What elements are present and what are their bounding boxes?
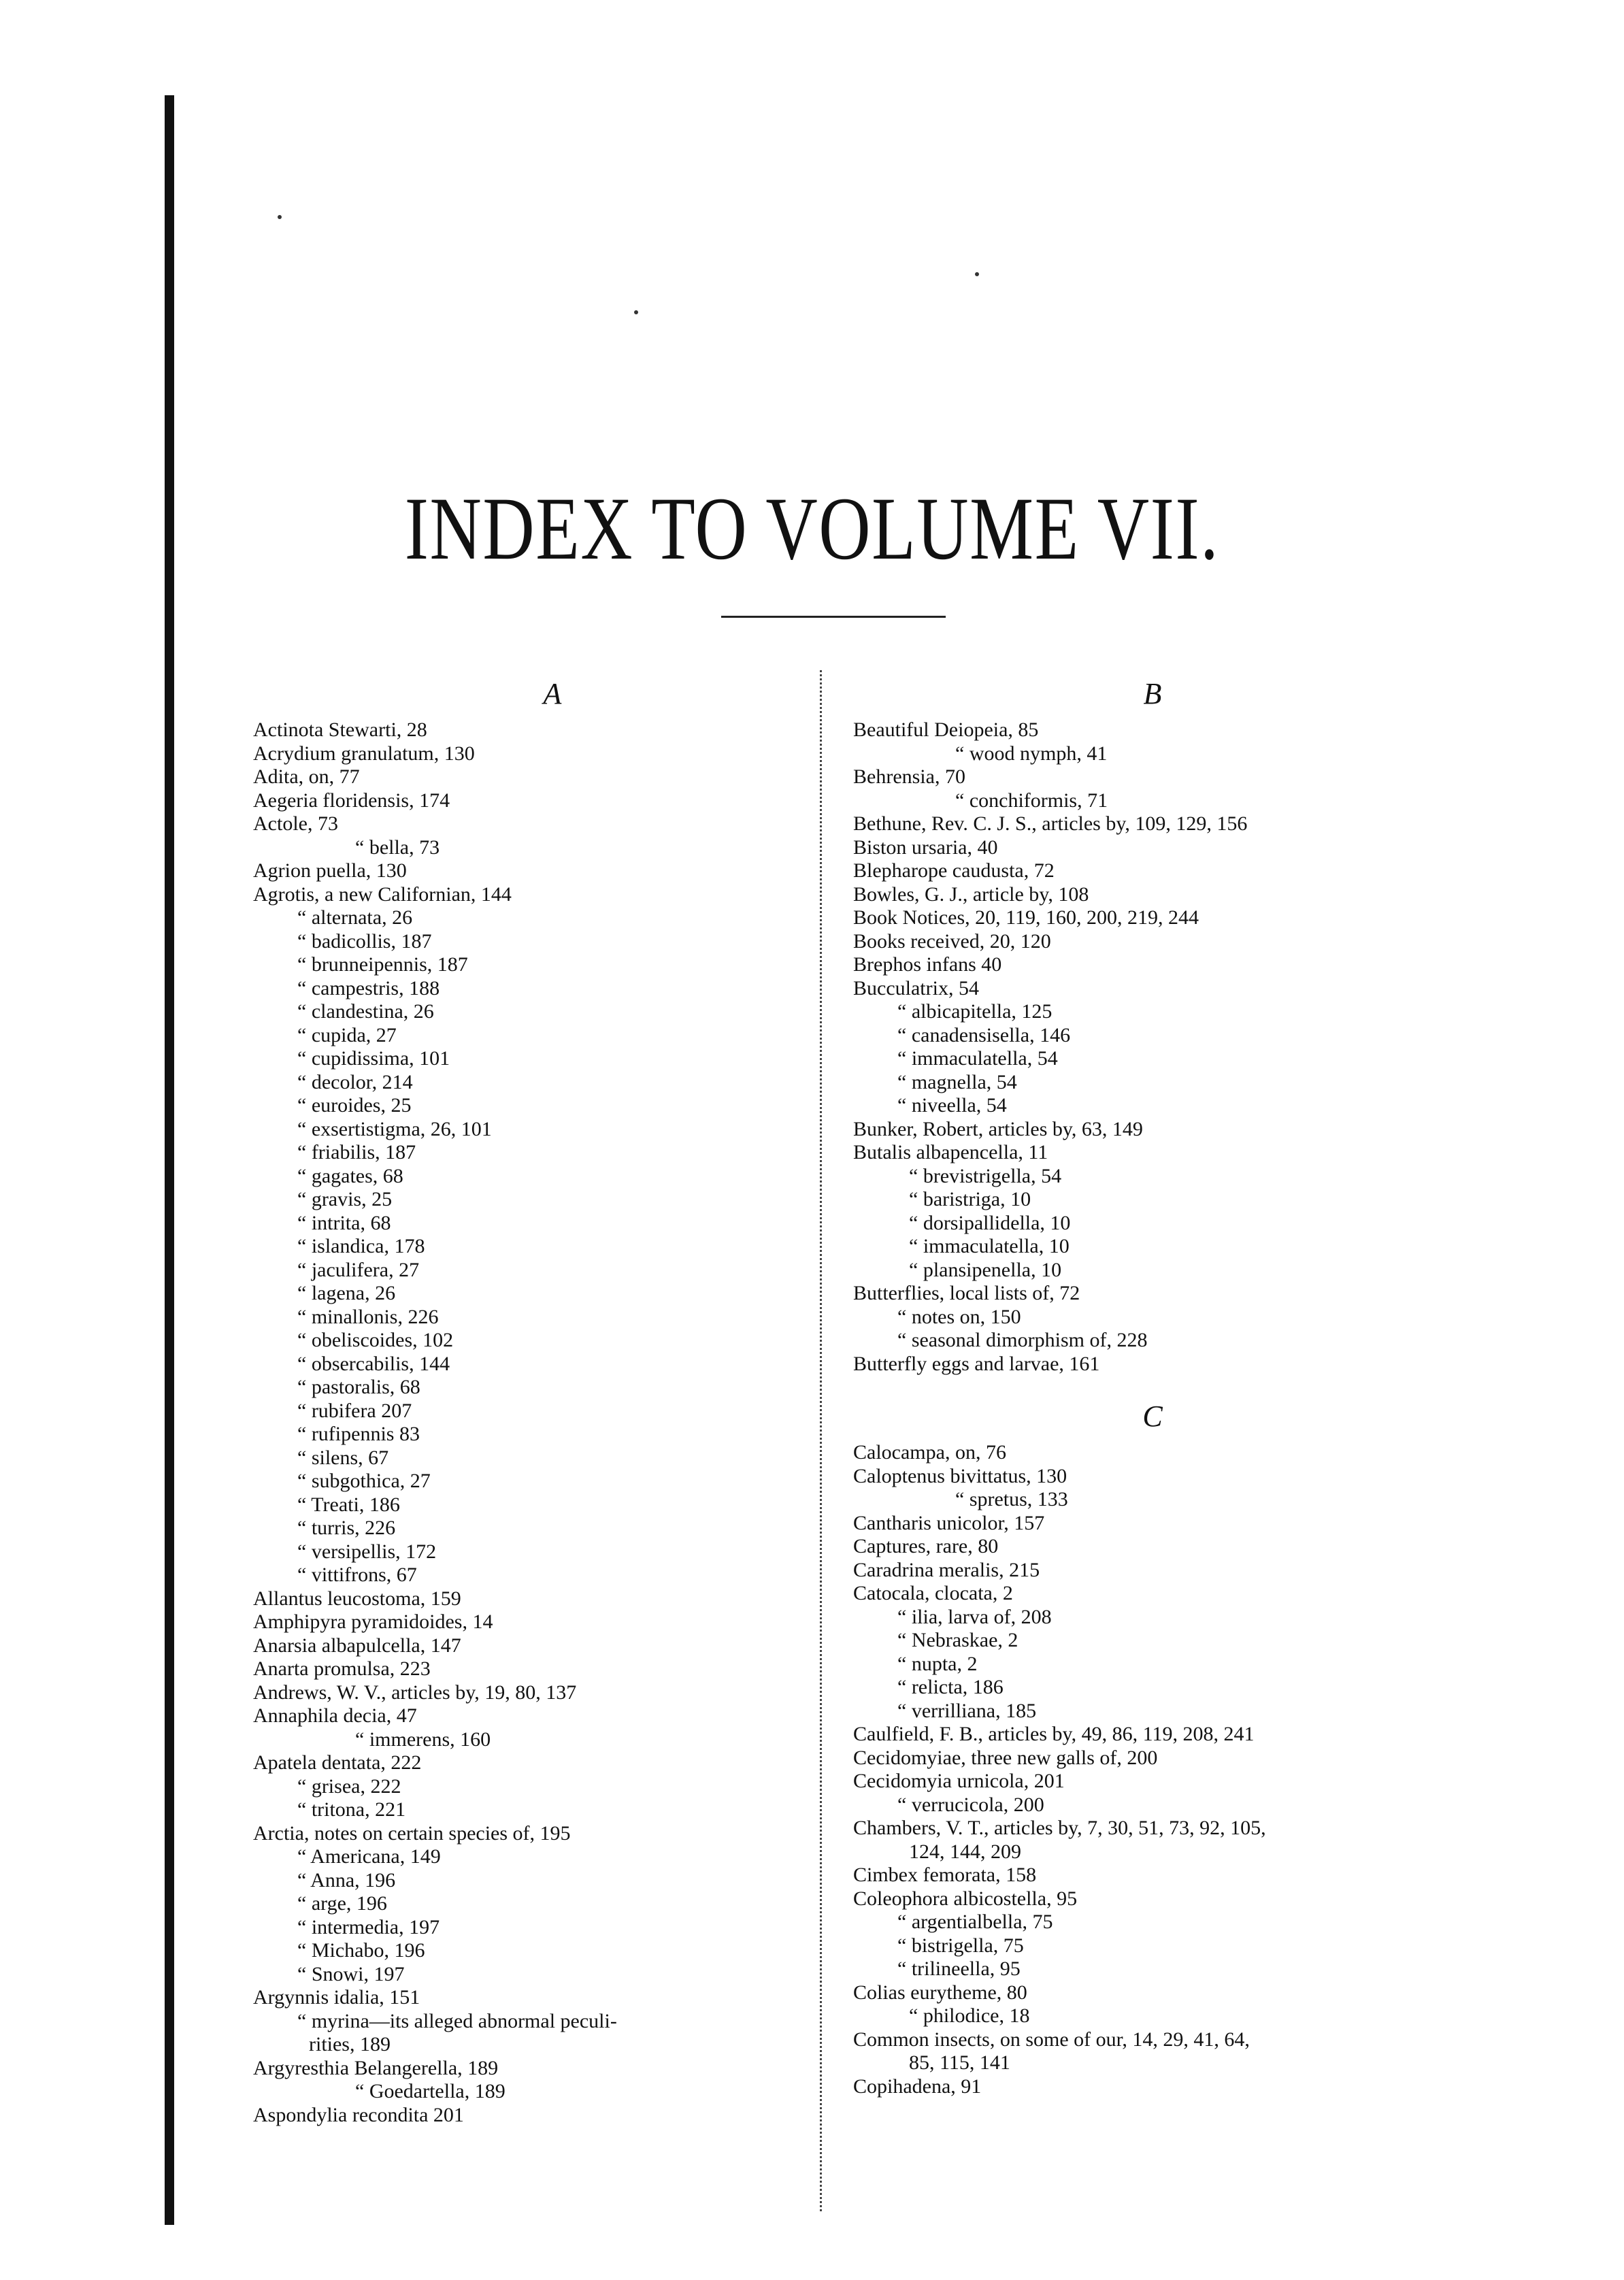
index-entry: “ intrita, 68 <box>297 1211 391 1234</box>
index-entry: 85, 115, 141 <box>909 2051 1010 2074</box>
index-list-b <box>853 718 1452 1376</box>
index-list-a <box>253 718 852 2127</box>
index-entry: “ magnella, 54 <box>897 1070 1017 1093</box>
section-letter-b: B <box>1143 677 1162 710</box>
page-binding-edge <box>165 95 174 2225</box>
index-entry: “ brevistrigella, 54 <box>909 1164 1062 1187</box>
index-entry: “ decolor, 214 <box>297 1070 413 1093</box>
index-entry: “ Treati, 186 <box>297 1493 400 1516</box>
index-entry: Agrotis, a new Californian, 144 <box>253 882 512 906</box>
index-entry: Catocala, clocata, 2 <box>853 1582 1013 1604</box>
index-entry: Anarta promulsa, 223 <box>253 1657 431 1680</box>
index-entry: “ baristriga, 10 <box>909 1188 1031 1210</box>
index-entry: “ dorsipallidella, 10 <box>909 1211 1071 1234</box>
index-entry: “ philodice, 18 <box>909 2004 1030 2027</box>
index-entry: Chambers, V. T., articles by, 7, 30, 51, 73, 92, 105, <box>853 1817 1266 1839</box>
index-entry: Aegeria floridensis, 174 <box>253 789 450 812</box>
index-entry: “ ilia, larva of, 208 <box>897 1605 1052 1628</box>
index-entry: Calocampa, on, 76 <box>853 1441 1006 1464</box>
index-entry: Coleophora albicostella, 95 <box>853 1887 1078 1910</box>
index-entry: 124, 144, 209 <box>909 1840 1021 1863</box>
index-entry: “ badicollis, 187 <box>297 929 432 953</box>
index-entry: “ albicapitella, 125 <box>897 1000 1053 1023</box>
index-entry: Adita, on, 77 <box>253 765 360 788</box>
index-entry: Cecidomyiae, three new galls of, 200 <box>853 1746 1158 1769</box>
index-entry: Captures, rare, 80 <box>853 1535 999 1557</box>
index-entry: “ niveella, 54 <box>897 1094 1007 1117</box>
index-entry: “ Anna, 196 <box>297 1868 396 1891</box>
page-title: INDEX TO VOLUME VII. <box>404 478 1220 578</box>
index-entry: “ silens, 67 <box>297 1446 389 1469</box>
index-entry: “ wood nymph, 41 <box>955 742 1108 765</box>
index-entry: “ subgothica, 27 <box>297 1470 431 1492</box>
index-column-right <box>853 674 1452 2098</box>
index-entry: Bucculatrix, 54 <box>853 976 979 999</box>
index-entry: Arctia, notes on certain species of, 195 <box>253 1821 571 1845</box>
index-entry: Copihadena, 91 <box>853 2075 982 2098</box>
print-speck <box>634 310 638 314</box>
index-entry: “ immerens, 160 <box>355 1728 491 1751</box>
index-entry: Cecidomyia urnicola, 201 <box>853 1770 1065 1792</box>
index-entry: Actole, 73 <box>253 812 338 835</box>
index-entry: “ obeliscoides, 102 <box>297 1329 454 1351</box>
index-entry: Aspondylia recondita 201 <box>253 2103 464 2126</box>
index-entry: “ tritona, 221 <box>297 1798 406 1821</box>
index-entry: Allantus leucostoma, 159 <box>253 1587 461 1610</box>
index-entry: “ Americana, 149 <box>297 1845 441 1868</box>
index-entry: “ alternata, 26 <box>297 906 413 929</box>
index-entry: Colias eurytheme, 80 <box>853 1981 1027 2004</box>
index-entry: “ Goedartella, 189 <box>355 2080 506 2102</box>
index-entry: “ argentialbella, 75 <box>897 1911 1053 1933</box>
index-entry: Blepharope caudusta, 72 <box>853 859 1055 882</box>
index-entry: “ Michabo, 196 <box>297 1939 425 1962</box>
index-entry: “ arge, 196 <box>297 1892 387 1915</box>
index-entry: Actinota Stewarti, 28 <box>253 718 427 741</box>
index-entry: Argynnis idalia, 151 <box>253 1986 420 2009</box>
index-entry: “ rubifera 207 <box>297 1399 412 1422</box>
index-entry: Annaphila decia, 47 <box>253 1704 417 1727</box>
index-entry: “ nupta, 2 <box>897 1652 978 1675</box>
index-entry: Common insects, on some of our, 14, 29, 41, 64, <box>853 2028 1250 2051</box>
section-letter-c: C <box>1142 1400 1163 1433</box>
index-entry: Biston ursaria, 40 <box>853 836 998 859</box>
index-entry: rities, 189 <box>309 2033 391 2055</box>
index-entry: Bunker, Robert, articles by, 63, 149 <box>853 1117 1143 1140</box>
index-entry: Book Notices, 20, 119, 160, 200, 219, 244 <box>853 906 1199 929</box>
index-entry: Argyresthia Belangerella, 189 <box>253 2056 499 2079</box>
index-entry: “ intermedia, 197 <box>297 1915 440 1938</box>
index-entry: “ vittifrons, 67 <box>297 1564 417 1586</box>
index-entry: “ immaculatella, 54 <box>897 1047 1058 1070</box>
index-entry: Acrydium granulatum, 130 <box>253 742 475 765</box>
index-entry: “ bella, 73 <box>355 836 440 859</box>
index-entry: “ euroides, 25 <box>297 1094 412 1117</box>
index-entry: “ canadensisella, 146 <box>897 1023 1071 1046</box>
index-entry: “ gagates, 68 <box>297 1164 403 1187</box>
index-entry: “ versipellis, 172 <box>297 1540 437 1563</box>
index-entry: “ notes on, 150 <box>897 1305 1021 1328</box>
index-entry: Brephos infans 40 <box>853 953 1002 976</box>
index-entry: “ exsertistigma, 26, 101 <box>297 1117 492 1140</box>
index-entry: “ bistrigella, 75 <box>897 1934 1024 1957</box>
index-list-c <box>853 1441 1452 2098</box>
index-entry: “ immaculatella, 10 <box>909 1235 1070 1257</box>
index-entry: “ trilineella, 95 <box>897 1957 1021 1980</box>
index-entry: “ verrilliana, 185 <box>897 1699 1037 1722</box>
print-speck <box>278 215 282 219</box>
print-speck <box>975 272 979 276</box>
index-entry: Caloptenus bivittatus, 130 <box>853 1464 1067 1487</box>
index-entry: “ cupida, 27 <box>297 1023 397 1046</box>
index-entry: “ relicta, 186 <box>897 1676 1004 1698</box>
index-entry: “ turris, 226 <box>297 1517 396 1539</box>
index-entry: Butterfly eggs and larvae, 161 <box>853 1352 1100 1375</box>
index-entry: “ pastoralis, 68 <box>297 1376 420 1398</box>
index-entry: “ minallonis, 226 <box>297 1305 439 1328</box>
index-entry: Cimbex femorata, 158 <box>853 1864 1037 1886</box>
index-entry: “ myrina—its alleged abnormal peculi- <box>297 2009 617 2032</box>
index-entry: Agrion puella, 130 <box>253 859 407 882</box>
index-entry: Bethune, Rev. C. J. S., articles by, 109, 129, 156 <box>853 812 1248 835</box>
index-entry: “ rufipennis 83 <box>297 1423 420 1445</box>
index-entry: Amphipyra pyramidoides, 14 <box>253 1610 493 1633</box>
index-entry: “ grisea, 222 <box>297 1774 401 1798</box>
index-entry: “ conchiformis, 71 <box>955 789 1108 812</box>
index-entry: Butalis albapencella, 11 <box>853 1141 1048 1163</box>
index-entry: “ lagena, 26 <box>297 1282 396 1304</box>
index-entry: Caradrina meralis, 215 <box>853 1558 1040 1581</box>
index-entry: “ brunneipennis, 187 <box>297 953 468 976</box>
section-letter-a: A <box>543 677 562 710</box>
index-entry: “ plansipenella, 10 <box>909 1258 1062 1281</box>
index-entry: Cantharis unicolor, 157 <box>853 1511 1045 1534</box>
index-entry: Butterflies, local lists of, 72 <box>853 1282 1080 1304</box>
index-entry: “ friabilis, 187 <box>297 1141 416 1163</box>
index-entry: “ verrucicola, 200 <box>897 1793 1044 1816</box>
index-entry: “ spretus, 133 <box>955 1488 1068 1510</box>
index-entry: “ campestris, 188 <box>297 976 440 999</box>
index-entry: “ gravis, 25 <box>297 1188 393 1210</box>
index-entry: “ Nebraskae, 2 <box>897 1629 1018 1651</box>
index-entry: “ jaculifera, 27 <box>297 1258 420 1281</box>
index-entry: “ obsercabilis, 144 <box>297 1352 450 1375</box>
index-entry: “ seasonal dimorphism of, 228 <box>897 1329 1148 1351</box>
index-entry: Apatela dentata, 222 <box>253 1751 422 1774</box>
title-rule <box>721 616 946 618</box>
index-entry: “ Snowi, 197 <box>297 1962 405 1985</box>
index-entry: Anarsia albapulcella, 147 <box>253 1634 461 1657</box>
index-entry: Behrensia, 70 <box>853 765 965 788</box>
index-entry: Andrews, W. V., articles by, 19, 80, 137 <box>253 1681 577 1704</box>
index-entry: Books received, 20, 120 <box>853 929 1051 953</box>
index-entry: “ clandestina, 26 <box>297 1000 434 1023</box>
index-entry: “ islandica, 178 <box>297 1235 425 1257</box>
index-entry: Beautiful Deiopeia, 85 <box>853 718 1039 741</box>
index-entry: Caulfield, F. B., articles by, 49, 86, 119, 208, 241 <box>853 1723 1255 1745</box>
index-entry: Bowles, G. J., article by, 108 <box>853 882 1089 906</box>
index-entry: “ cupidissima, 101 <box>297 1047 450 1070</box>
index-column-left <box>253 674 852 2127</box>
